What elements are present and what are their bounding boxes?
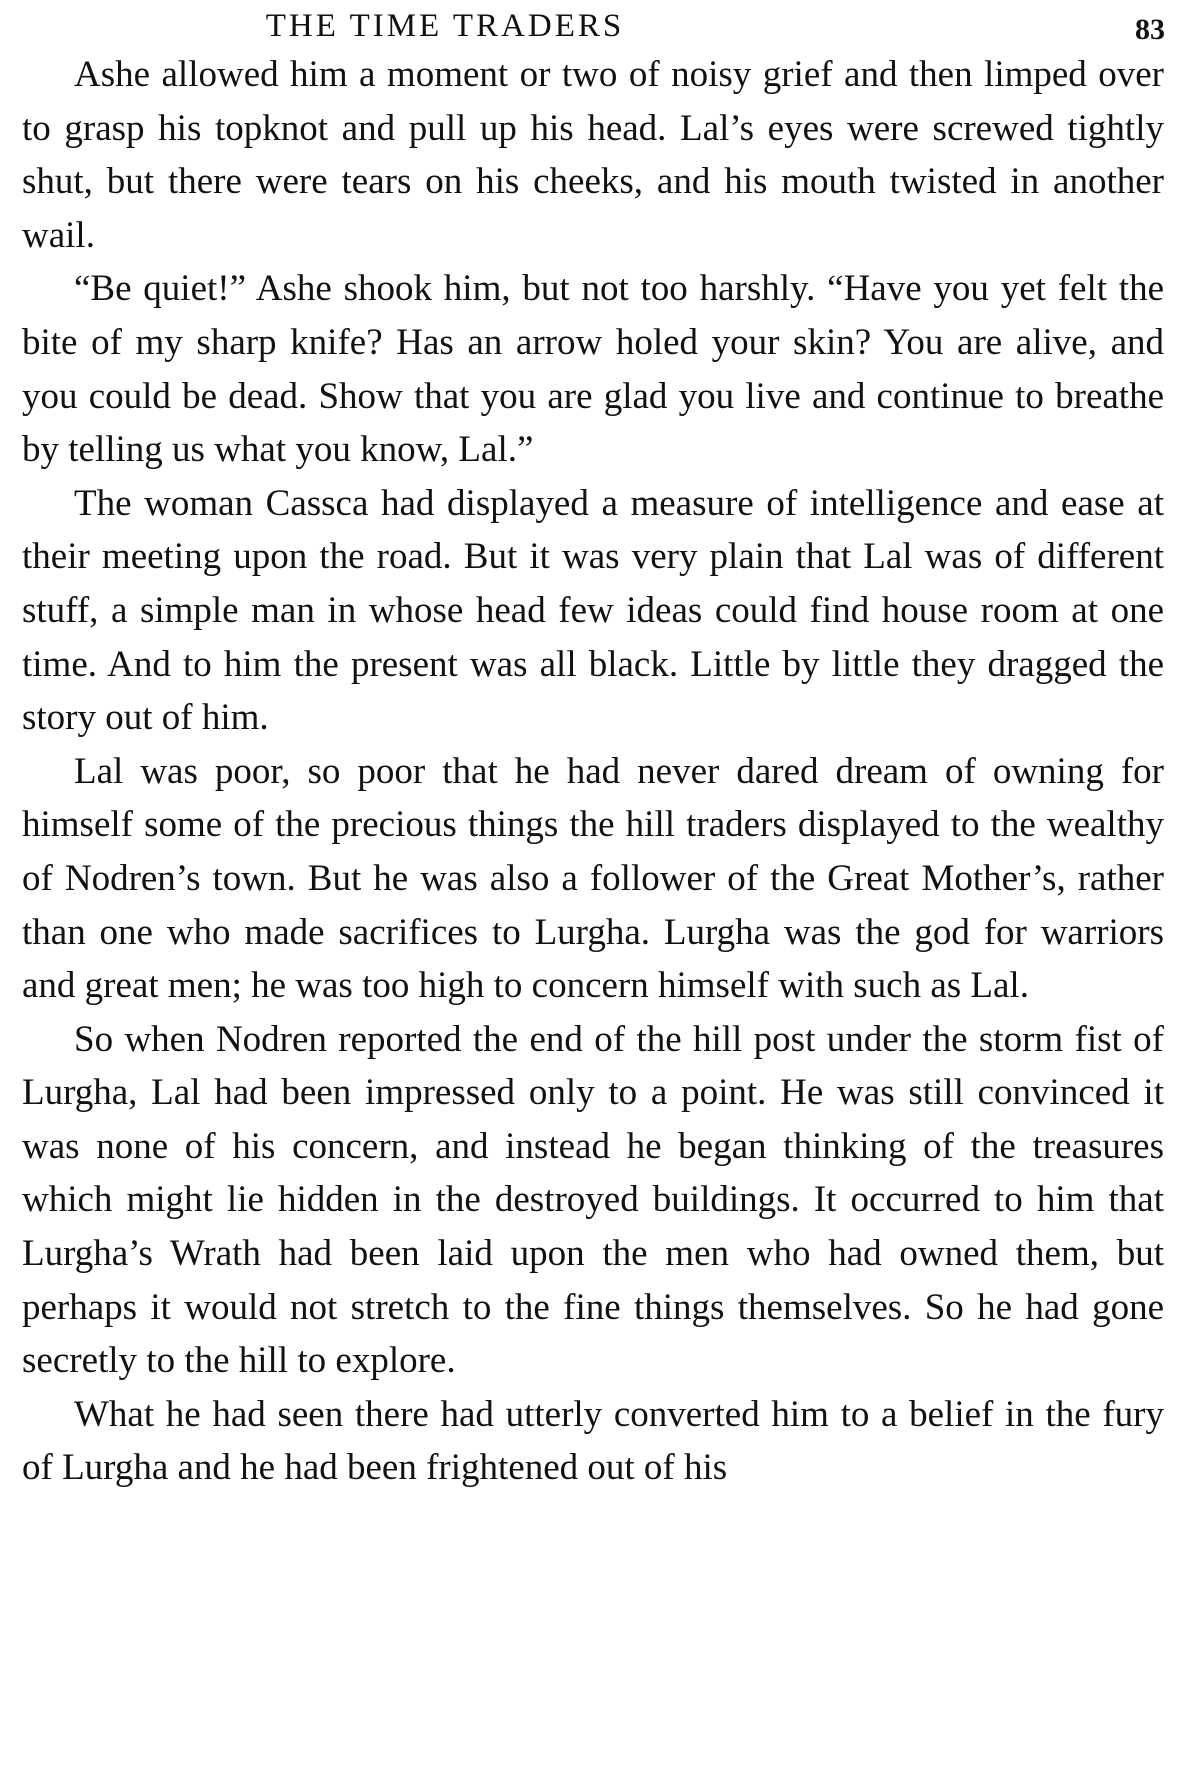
paragraph: Lal was poor, so poor that he had never dared dream of owning for himself some of the precious things the hill traders displayed to the wealthy of Nodren’s town. But he was also a follower of the Great Mother’s, rather than one who made sacrifices to Lurgha. Lurgha was the god for warriors and great men; he was too high to concern himself with such as Lal. [22,750,1164,1007]
paragraph: What he had seen there had utterly converted him to a belief in the fury of Lurgha and he had been frightened out of his [22,1393,1164,1489]
paragraph: Ashe allowed him a moment or two of noisy grief and then limped over to grasp his topknot and pull up his head. Lal’s eyes were screwed tightly shut, but there were tears on his cheeks, and his mouth twisted in another wail. [22,54,1164,256]
running-title: THE TIME TRADERS [265,8,625,44]
page-number: 83 [1135,13,1165,46]
running-head [0,6,1177,46]
paragraph: The woman Cassca had displayed a measure of intelligence and ease at their meeting upon the road. But it was very plain that Lal was of different stuff, a simple man in whose head few ideas could find house room at one time. And to him the present was all black. Little by little they dragged the story out of him. [22,482,1164,739]
body-text [22,48,1164,1495]
paragraph: So when Nodren reported the end of the hill post under the storm fist of Lurgha, Lal had been impressed only to a point. He was still convinced it was none of his concern, and instead he began thinking of the treasures which might lie hidden in the destroyed buildings. It occurred to him that Lurgha’s Wrath had been laid upon the men who had owned them, but perhaps it would not stretch to the fine things themselves. So he had gone secretly to the hill to explore. [22,1018,1164,1382]
paragraph: “Be quiet!” Ashe shook him, but not too harshly. “Have you yet felt the bite of my sharp knife? Has an arrow holed your skin? You are alive, and you could be dead. Show that you are glad you live and continue to breathe by telling us what you know, Lal.” [22,268,1164,471]
